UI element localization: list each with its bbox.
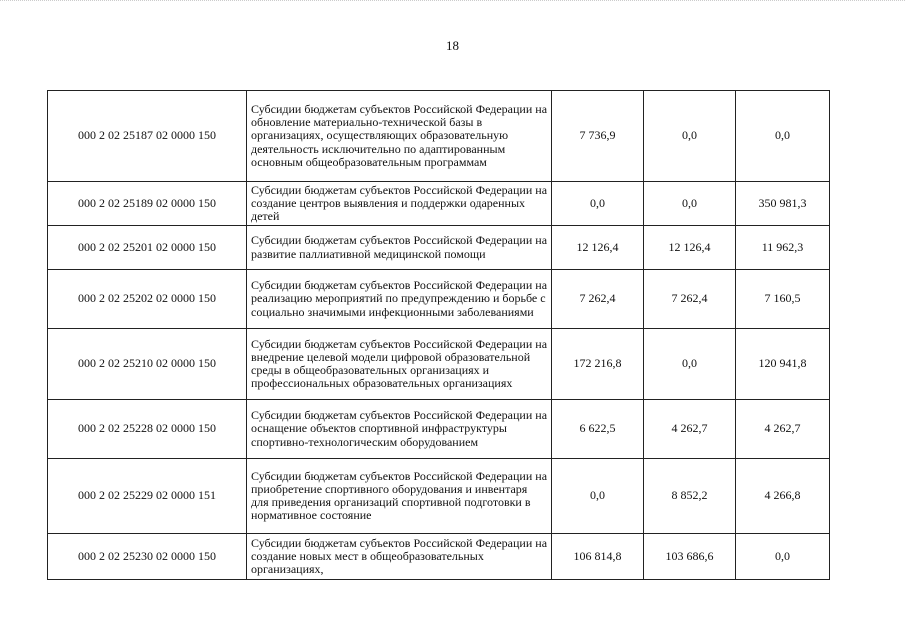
row-value-1: 106 814,8 [552,534,644,580]
table-row [48,270,830,329]
row-value-3: 4 266,8 [736,459,830,534]
row-value-2: 0,0 [644,91,736,182]
row-description: Субсидии бюджетам субъектов Российской Федерации на обновление материально-технической базы в организациях, осуществляющих образовательную деятельность исключительно по адаптированным основным общеобразовательным программам [247,91,552,182]
table-row [48,534,830,580]
row-code: 000 2 02 25210 02 0000 150 [48,329,247,400]
row-value-2: 7 262,4 [644,270,736,329]
row-description: Субсидии бюджетам субъектов Российской Федерации на внедрение целевой модели цифровой образовательной среды в общеобразовательных организациях и профессиональных образовательных организациях [247,329,552,400]
row-value-1: 6 622,5 [552,400,644,459]
table-row [48,400,830,459]
row-description: Субсидии бюджетам субъектов Российской Федерации на оснащение объектов спортивной инфраструктуры спортивно-технологическим оборудованием [247,400,552,459]
page-number: 18 [446,38,459,53]
row-value-3: 120 941,8 [736,329,830,400]
row-value-2: 8 852,2 [644,459,736,534]
row-value-1: 172 216,8 [552,329,644,400]
row-value-2: 4 262,7 [644,400,736,459]
row-value-2: 103 686,6 [644,534,736,580]
row-value-1: 0,0 [552,459,644,534]
row-value-1: 7 262,4 [552,270,644,329]
row-code: 000 2 02 25230 02 0000 150 [48,534,247,580]
row-code: 000 2 02 25201 02 0000 150 [48,226,247,270]
row-value-3: 0,0 [736,534,830,580]
table-row [48,226,830,270]
row-value-2: 0,0 [644,329,736,400]
row-value-1: 7 736,9 [552,91,644,182]
table-row [48,91,830,182]
row-description: Субсидии бюджетам субъектов Российской Федерации на реализацию мероприятий по предупреждению и борьбе с социально значимыми инфекционными заболеваниями [247,270,552,329]
row-description: Субсидии бюджетам субъектов Российской Федерации на развитие паллиативной медицинской помощи [247,226,552,270]
row-value-2: 12 126,4 [644,226,736,270]
row-value-3: 0,0 [736,91,830,182]
row-code: 000 2 02 25202 02 0000 150 [48,270,247,329]
row-value-3: 11 962,3 [736,226,830,270]
row-value-3: 4 262,7 [736,400,830,459]
row-code: 000 2 02 25228 02 0000 150 [48,400,247,459]
row-value-1: 12 126,4 [552,226,644,270]
row-description: Субсидии бюджетам субъектов Российской Федерации на создание новых мест в общеобразовательных организациях, [247,534,552,580]
row-value-1: 0,0 [552,182,644,226]
budget-table [47,90,830,580]
table-row [48,459,830,534]
row-description: Субсидии бюджетам субъектов Российской Федерации на создание центров выявления и поддержки одаренных детей [247,182,552,226]
table-row [48,182,830,226]
scan-top-edge [0,0,905,9]
row-code: 000 2 02 25187 02 0000 150 [48,91,247,182]
row-code: 000 2 02 25189 02 0000 150 [48,182,247,226]
row-description: Субсидии бюджетам субъектов Российской Федерации на приобретение спортивного оборудования и инвентаря для приведения организаций спортивной подготовки в нормативное состояние [247,459,552,534]
row-code: 000 2 02 25229 02 0000 151 [48,459,247,534]
row-value-3: 7 160,5 [736,270,830,329]
row-value-2: 0,0 [644,182,736,226]
table-row [48,329,830,400]
row-value-3: 350 981,3 [736,182,830,226]
